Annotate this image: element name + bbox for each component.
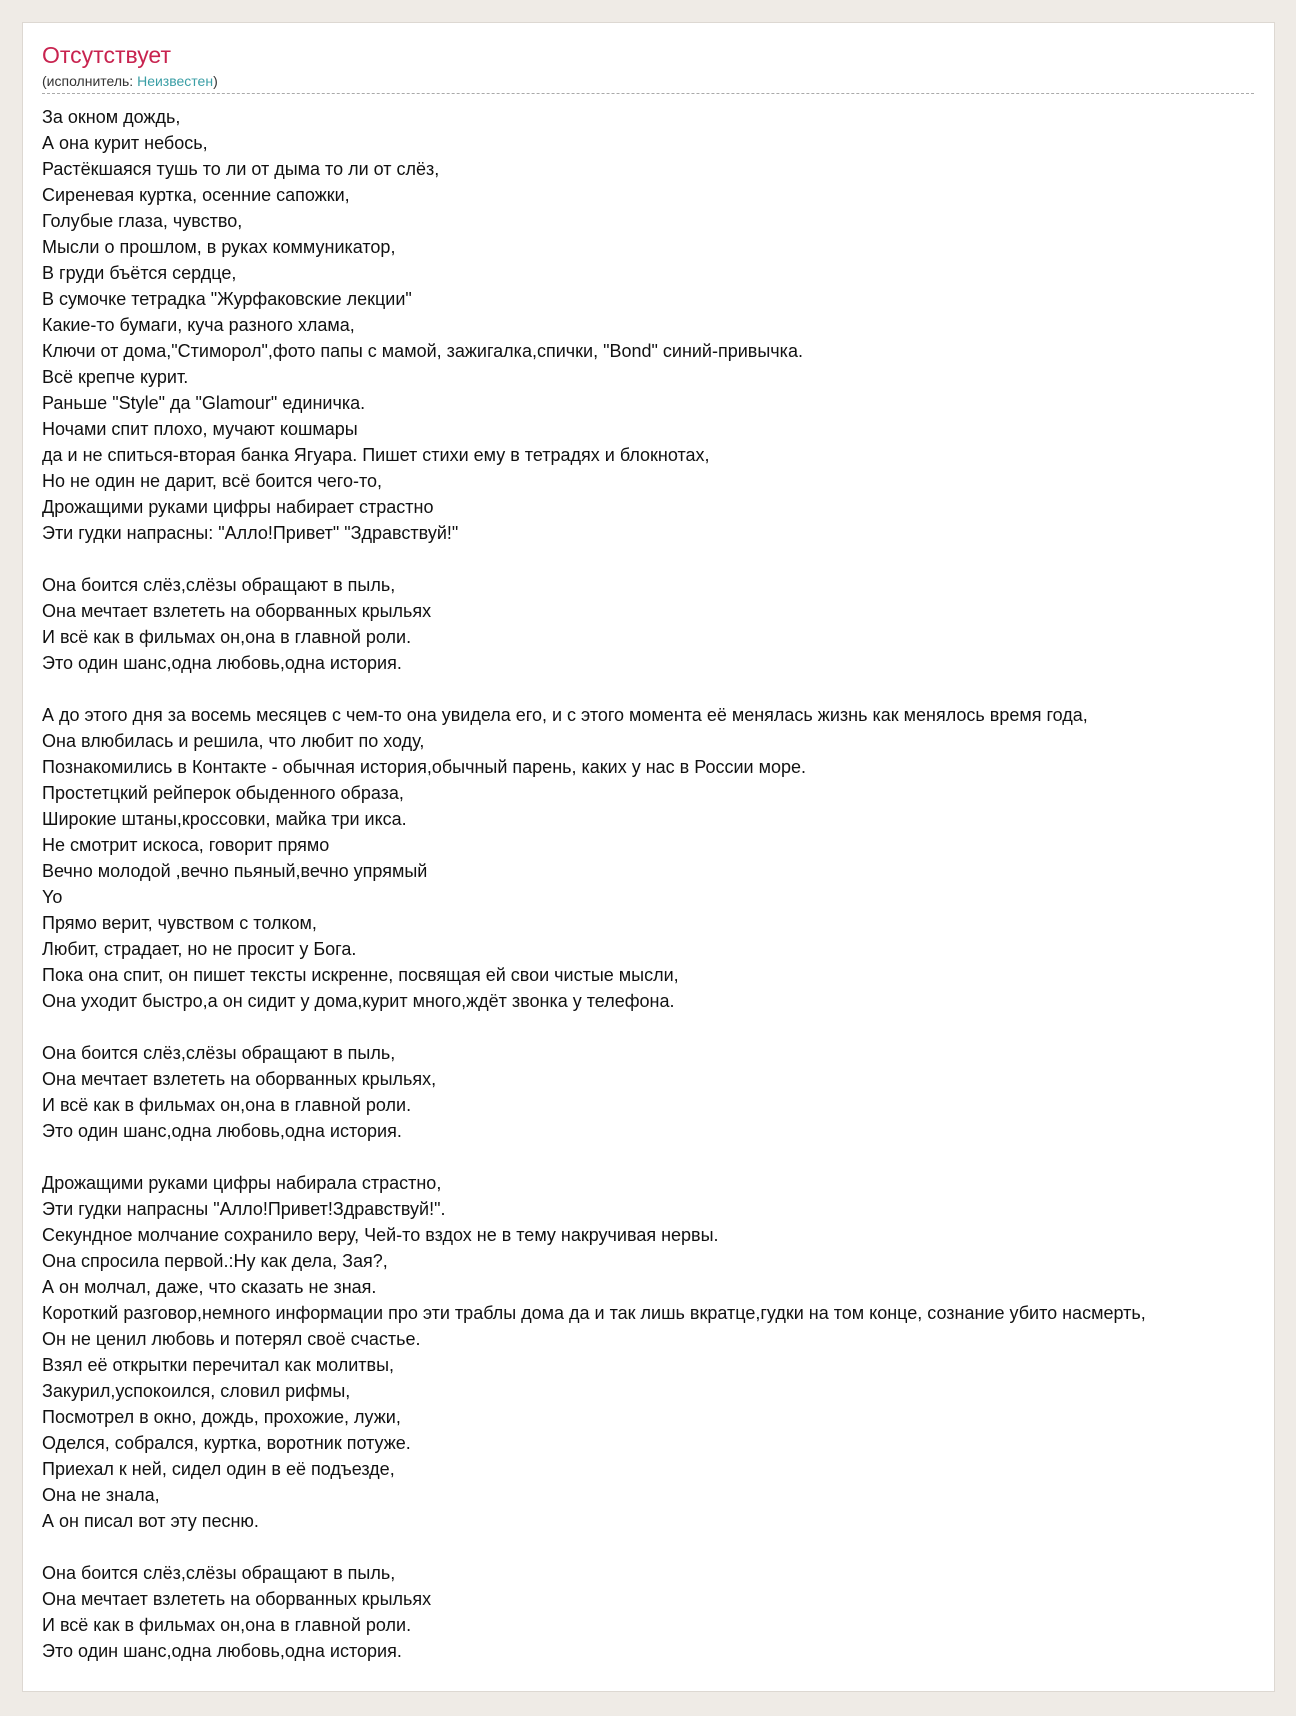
lyric-line: Ночами спит плохо, мучают кошмары <box>42 419 358 439</box>
lyric-line: Широкие штаны,кроссовки, майка три икса. <box>42 809 407 829</box>
lyric-line: Она мечтает взлететь на оборванных крыльях, <box>42 1069 437 1089</box>
lyrics-stanza <box>42 702 1146 1014</box>
artist-suffix: ) <box>213 73 218 89</box>
lyric-line: Она влюбилась и решила, что любит по ходу, <box>42 731 425 751</box>
lyric-line: Не смотрит искоса, говорит прямо <box>42 835 330 855</box>
lyric-line: Мысли о прошлом, в руках коммуникатор, <box>42 237 396 257</box>
lyric-line: Какие-то бумаги, куча разного хлама, <box>42 315 355 335</box>
lyric-line: Дрожащими руками цифры набирает страстно <box>42 497 434 517</box>
lyric-line: Эти гудки напрасны "Алло!Привет!Здравствуй!". <box>42 1199 446 1219</box>
lyric-line: И всё как в фильмах он,она в главной роли. <box>42 1095 412 1115</box>
lyrics-stanza <box>42 1170 1146 1534</box>
lyric-line: Посмотрел в окно, дождь, прохожие, лужи, <box>42 1407 401 1427</box>
lyric-line: Пока она спит, он пишет тексты искренне, посвящая ей свои чистые мысли, <box>42 965 679 985</box>
lyric-line: Закурил,успокоился, словил рифмы, <box>42 1381 351 1401</box>
lyric-line: И всё как в фильмах он,она в главной роли. <box>42 1615 412 1635</box>
lyric-line: В сумочке тетрадка "Журфаковские лекции" <box>42 289 412 309</box>
lyrics-stanza <box>42 1040 1146 1144</box>
lyric-line: Она боится слёз,слёзы обращают в пыль, <box>42 575 396 595</box>
artist-link[interactable]: Неизвестен <box>137 73 214 89</box>
lyric-line: Простетцкий рейперок обыденного образа, <box>42 783 404 803</box>
artist-line <box>42 73 218 89</box>
lyrics-stanza <box>42 104 1146 546</box>
lyric-line: Секундное молчание сохранило веру, Чей-то вздох не в тему накручивая нервы. <box>42 1225 719 1245</box>
lyric-line: Ключи от дома,"Стиморол",фото папы с мамой, зажигалка,спички, "Bond" синий-привычка. <box>42 341 803 361</box>
lyric-line: А до этого дня за восемь месяцев с чем-то она увидела его, и с этого момента её менялась жизнь как менялось время года, <box>42 705 1088 725</box>
lyrics-stanza <box>42 572 1146 676</box>
lyric-line: Она боится слёз,слёзы обращают в пыль, <box>42 1043 396 1063</box>
lyric-line: Приехал к ней, сидел один в её подъезде, <box>42 1459 395 1479</box>
lyric-line: Растёкшаяся тушь то ли от дыма то ли от слёз, <box>42 159 440 179</box>
lyric-line: Дрожащими руками цифры набирала страстно, <box>42 1173 442 1193</box>
song-title: Отсутствует <box>42 42 171 68</box>
lyric-line: Голубые глаза, чувство, <box>42 211 243 231</box>
lyric-line: Любит, страдает, но не просит у Бога. <box>42 939 357 959</box>
lyric-line: И всё как в фильмах он,она в главной роли. <box>42 627 412 647</box>
artist-prefix: (исполнитель: <box>42 73 138 89</box>
lyric-line: Сиреневая куртка, осенние сапожки, <box>42 185 350 205</box>
lyric-line: Взял её открытки перечитал как молитвы, <box>42 1355 395 1375</box>
lyric-line: Это один шанс,одна любовь,одна история. <box>42 1121 402 1141</box>
lyric-line: Она спросила первой.:Ну как дела, Зая?, <box>42 1251 388 1271</box>
lyric-line: Это один шанс,одна любовь,одна история. <box>42 653 402 673</box>
lyric-line: Yo <box>42 887 63 907</box>
lyric-line: Всё крепче курит. <box>42 367 189 387</box>
lyric-line: Прямо верит, чувством с толком, <box>42 913 317 933</box>
lyric-line: Эти гудки напрасны: "Алло!Привет" "Здравствуй!" <box>42 523 459 543</box>
lyric-line: Раньше "Style" да "Glamour" единичка. <box>42 393 366 413</box>
lyric-line: Это один шанс,одна любовь,одна история. <box>42 1641 402 1661</box>
lyric-line: Он не ценил любовь и потерял своё счастье. <box>42 1329 421 1349</box>
lyric-line: А он молчал, даже, что сказать не зная. <box>42 1277 377 1297</box>
lyric-line: Она мечтает взлететь на оборванных крыльях <box>42 601 432 621</box>
lyric-line: Она боится слёз,слёзы обращают в пыль, <box>42 1563 396 1583</box>
lyric-line: Она не знала, <box>42 1485 160 1505</box>
lyric-line: Вечно молодой ,вечно пьяный,вечно упрямый <box>42 861 428 881</box>
lyric-line: А он писал вот эту песню. <box>42 1511 259 1531</box>
lyric-line: Она уходит быстро,а он сидит у дома,курит много,ждёт звонка у телефона. <box>42 991 675 1011</box>
lyric-line: Познакомились в Контакте - обычная история,обычный парень, каких у нас в России море. <box>42 757 806 777</box>
lyric-line: Оделся, собрался, куртка, воротник потуже. <box>42 1433 411 1453</box>
lyric-line: А она курит небось, <box>42 133 208 153</box>
lyric-line: да и не спиться-вторая банка Ягуара. Пишет стихи ему в тетрадях и блокнотах, <box>42 445 710 465</box>
lyric-line: Но не один не дарит, всё боится чего-то, <box>42 471 383 491</box>
lyric-line: Она мечтает взлететь на оборванных крыльях <box>42 1589 432 1609</box>
lyrics <box>42 104 1146 1690</box>
divider <box>42 93 1254 94</box>
lyric-line: В груди бъётся сердце, <box>42 263 237 283</box>
lyric-line: Короткий разговор,немного информации про эти траблы дома да и так лишь вкратце,гудки на том конце, сознание убито насмерть, <box>42 1303 1146 1323</box>
lyrics-stanza <box>42 1560 1146 1664</box>
lyric-line: За окном дождь, <box>42 107 181 127</box>
